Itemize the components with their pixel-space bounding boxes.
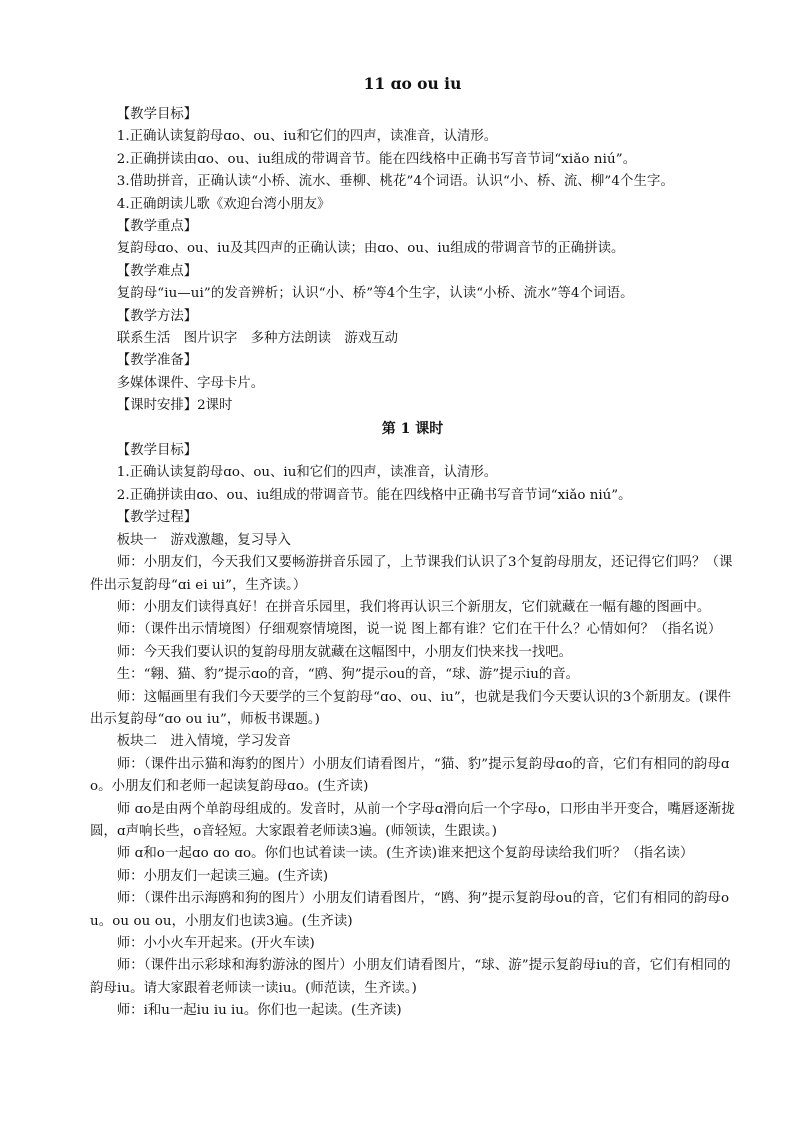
block-heading: 板块一 游戏激趣，复习导入: [116, 532, 291, 548]
lesson-title: 11 ɑo ou iu: [363, 74, 462, 93]
heading-process: 【教学过程】: [116, 510, 198, 526]
dialogue-paragraph: 师：小朋友们一起读三遍。(生齐读): [116, 868, 329, 884]
heading-goals: 【教学目标】: [116, 107, 198, 122]
dialogue-paragraph: 师：这幅画里有我们今天要学的三个复韵母“ɑo、ou、iu”，也就是我们今天要认识的3个新朋友。(课件出示复韵母“ɑo ou iu”，师板书课题。): [90, 689, 732, 727]
dialogue-paragraph: 师：小朋友们，今天我们又要畅游拼音乐园了，上节课我们认识了3个复韵母朋友，还记得它们吗？（课件出示复韵母“ɑi ei ui”，生齐读。）: [90, 555, 733, 593]
dialogue-paragraph: 师：（课件出示情境图）仔细观察情境图，说一说 图上都有谁？它们在干什么？心情如何？（指名说）: [116, 622, 722, 638]
goal-item: 3.借助拼音，正确认读“小桥、流水、垂柳、桃花”4个词语。认识“小、桥、流、柳”4个生字。: [116, 174, 674, 190]
heading-difficulties: 【教学难点】: [116, 263, 198, 279]
heading-methods: 【教学方法】: [116, 308, 198, 324]
dialogue-paragraph: 师：小小火车开起来。(开火车读): [116, 936, 315, 952]
difficulties-text: 复韵母“iu—ui”的发音辨析；认识“小、桥”等4个生字，认读“小桥、流水”等4个词语。: [116, 286, 634, 302]
dialogue-paragraph: 师：i和u一起iu iu iu。你们也一起读。(生齐读): [116, 1003, 402, 1019]
dialogue-paragraph: 师：小朋友们读得真好！在拼音乐园里，我们将再认识三个新朋友，它们就藏在一幅有趣的图画中。: [116, 599, 711, 615]
goal-item: 2.正确拼读由ɑo、ou、iu组成的带调音节。能在四线格中正确书写音节词“xiǎo niú”。: [116, 487, 632, 503]
block-heading: 板块二 进入情境，学习发音: [116, 734, 291, 750]
goal-item: 4.正确朗读儿歌《欢迎台湾小朋友》: [116, 196, 331, 212]
heading-goals-lesson1: 【教学目标】: [116, 443, 198, 459]
heading-preparation: 【教学准备】: [116, 353, 198, 369]
heading-key-points: 【教学重点】: [116, 219, 198, 235]
key-points-text: 复韵母ɑo、ou、iu及其四声的正确认读；由ɑo、ou、iu组成的带调音节的正确拼读。: [116, 241, 625, 257]
document-body: [90, 72, 735, 1023]
dialogue-paragraph: 生：“翱、猫、豹”提示ɑo的音，“鸥、狗”提示ou的音，“球、游”提示iu的音。: [116, 667, 580, 683]
dialogue-paragraph: 师 ɑ和o一起ɑo ɑo ɑo。你们也试着读一读。(生齐读)谁来把这个复韵母读给我们听？（指名读）: [116, 846, 694, 862]
goal-item: 1.正确认读复韵母ɑo、ou、iu和它们的四声，读准音，认清形。: [116, 465, 498, 481]
goal-item: 2.正确拼读由ɑo、ou、iu组成的带调音节。能在四线格中正确书写音节词“xiǎo niú”。: [116, 151, 637, 167]
dialogue-paragraph: 师：（课件出示猫和海豹的图片）小朋友们请看图片，“猫、豹”提示复韵母ɑo的音，它们有相同的韵母ɑo。小朋友们和老师一起读复韵母ɑo。(生齐读): [90, 756, 730, 795]
section-title: 第 1 课时: [381, 420, 444, 437]
dialogue-paragraph: 师：今天我们要认识的复韵母朋友就藏在这幅图中，小朋友们快来找一找吧。: [116, 644, 573, 660]
dialogue-paragraph: 师：（课件出示彩球和海豹游泳的图片）小朋友们请看图片，“球、游”提示复韵母iu的音，它们有相同的韵母iu。请大家跟着老师读一读iu。(师范读，生齐读。): [90, 958, 731, 996]
dialogue-paragraph: 师 ɑo是由两个单韵母组成的。发音时，从前一个字母ɑ滑向后一个字母o，口形由半开变合，嘴唇逐渐拢圆，ɑ声响长些，o音轻短。大家跟着老师读3遍。(师领读，生跟读。): [90, 801, 735, 839]
preparation-text: 多媒体课件、字母卡片。: [116, 375, 265, 391]
dialogue-paragraph: 师：（课件出示海鸥和狗的图片）小朋友们请看图片，“鸥、狗”提示复韵母ou的音，它们有相同的韵母ou。ou ou ou，小朋友们也读3遍。(生齐读): [90, 891, 730, 929]
methods-text: 联系生活 图片识字 多种方法朗读 游戏互动: [116, 331, 398, 347]
goal-item: 1.正确认读复韵母ɑo、ou、iu和它们的四声，读准音，认清形。: [116, 129, 498, 145]
schedule-text: 【课时安排】2课时: [116, 398, 233, 414]
